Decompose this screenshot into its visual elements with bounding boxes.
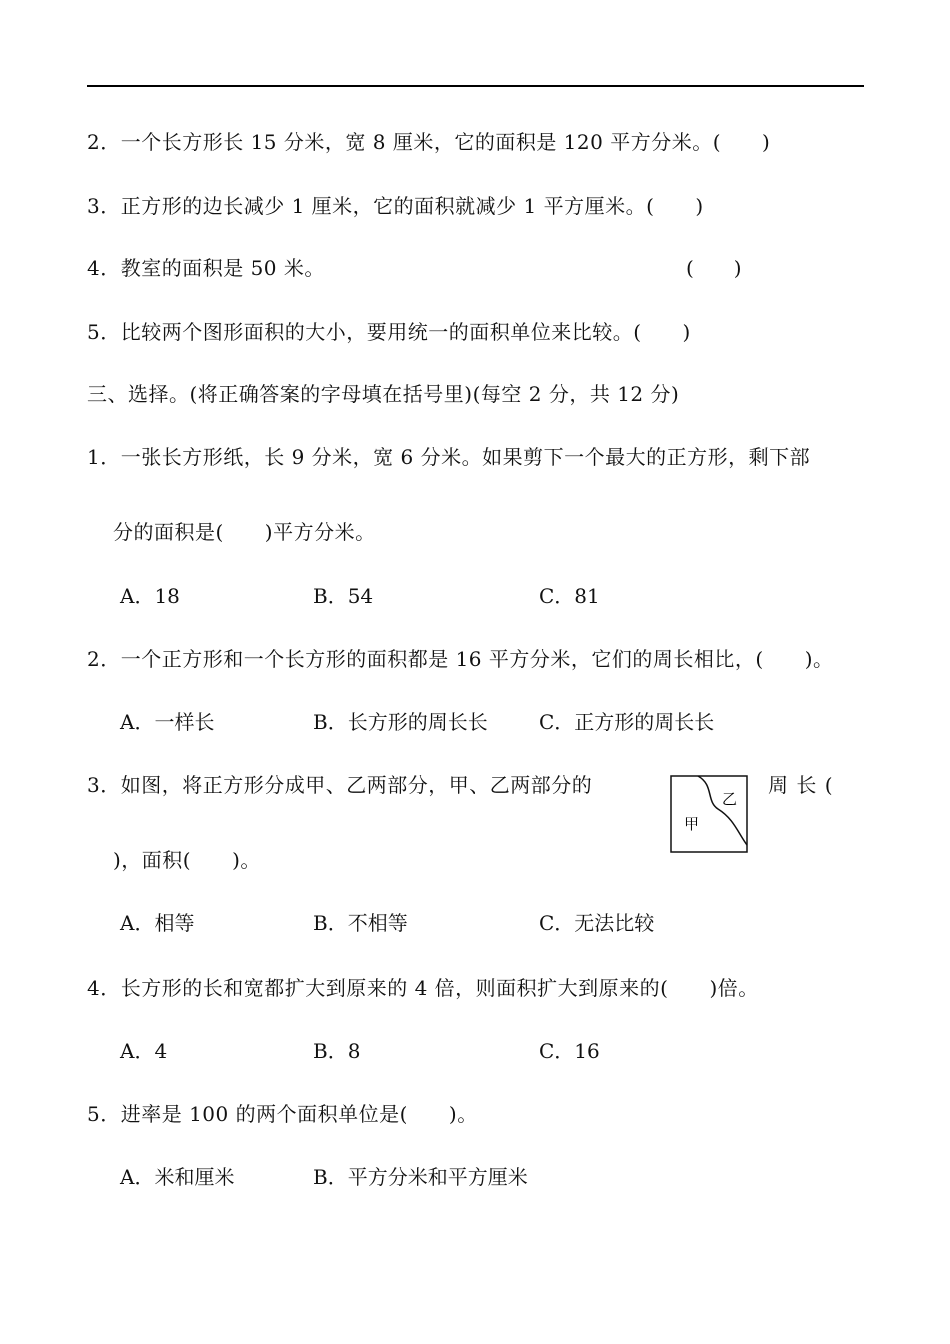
section-3-heading: 三、选择。(将正确答案的字母填在括号里)(每空 2 分，共 12 分) bbox=[87, 382, 680, 406]
q5-text: 5．进率是 100 的两个面积单位是( )。 bbox=[87, 1102, 478, 1126]
judge-item-3: 3．正方形的边长减少 1 厘米，它的面积就减少 1 平方厘米。( ) bbox=[87, 194, 704, 218]
square-outline bbox=[671, 776, 747, 852]
q1-option-b: B．54 bbox=[313, 584, 374, 608]
q5-option-a: A．米和厘米 bbox=[120, 1165, 235, 1189]
q3-option-c: C．无法比较 bbox=[539, 911, 655, 935]
q3-option-a: A．相等 bbox=[120, 911, 195, 935]
q2-option-c: C．正方形的周长长 bbox=[539, 710, 715, 734]
q4-text: 4．长方形的长和宽都扩大到原来的 4 倍，则面积扩大到原来的( )倍。 bbox=[87, 976, 759, 1000]
q3-line1: 3．如图，将正方形分成甲、乙两部分，甲、乙两部分的 bbox=[87, 773, 593, 797]
judge-item-4: 4．教室的面积是 50 米。 bbox=[87, 256, 325, 280]
q3-option-b: B．不相等 bbox=[313, 911, 408, 935]
q4-option-b: B．8 bbox=[313, 1039, 361, 1063]
judge-item-4-blank: ( ) bbox=[686, 256, 742, 280]
q5-option-b: B．平方分米和平方厘米 bbox=[313, 1165, 528, 1189]
header-rule bbox=[87, 85, 864, 87]
dividing-curve bbox=[698, 776, 747, 845]
q1-line1: 1．一张长方形纸，长 9 分米，宽 6 分米。如果剪下一个最大的正方形，剩下部 bbox=[87, 445, 811, 469]
q1-line2: 分的面积是( )平方分米。 bbox=[113, 520, 376, 544]
q2-option-a: A．一样长 bbox=[120, 710, 215, 734]
q4-option-c: C．16 bbox=[539, 1039, 600, 1063]
q1-option-a: A．18 bbox=[120, 584, 180, 608]
part-yi-label: 乙 bbox=[722, 790, 738, 808]
q4-option-a: A．4 bbox=[120, 1039, 168, 1063]
q2-option-b: B．长方形的周长长 bbox=[313, 710, 488, 734]
q2-text: 2．一个正方形和一个长方形的面积都是 16 平方分米，它们的周长相比，( )。 bbox=[87, 647, 834, 671]
q3-line2: )，面积( )。 bbox=[113, 848, 261, 872]
judge-item-5: 5．比较两个图形面积的大小，要用统一的面积单位来比较。( ) bbox=[87, 320, 691, 344]
part-jia-label: 甲 bbox=[684, 815, 700, 833]
square-division-figure bbox=[670, 775, 748, 853]
judge-item-2: 2．一个长方形长 15 分米，宽 8 厘米，它的面积是 120 平方分米。( ) bbox=[87, 130, 771, 154]
q3-line1-tail: 周 长 ( bbox=[768, 773, 834, 797]
q1-option-c: C．81 bbox=[539, 584, 600, 608]
